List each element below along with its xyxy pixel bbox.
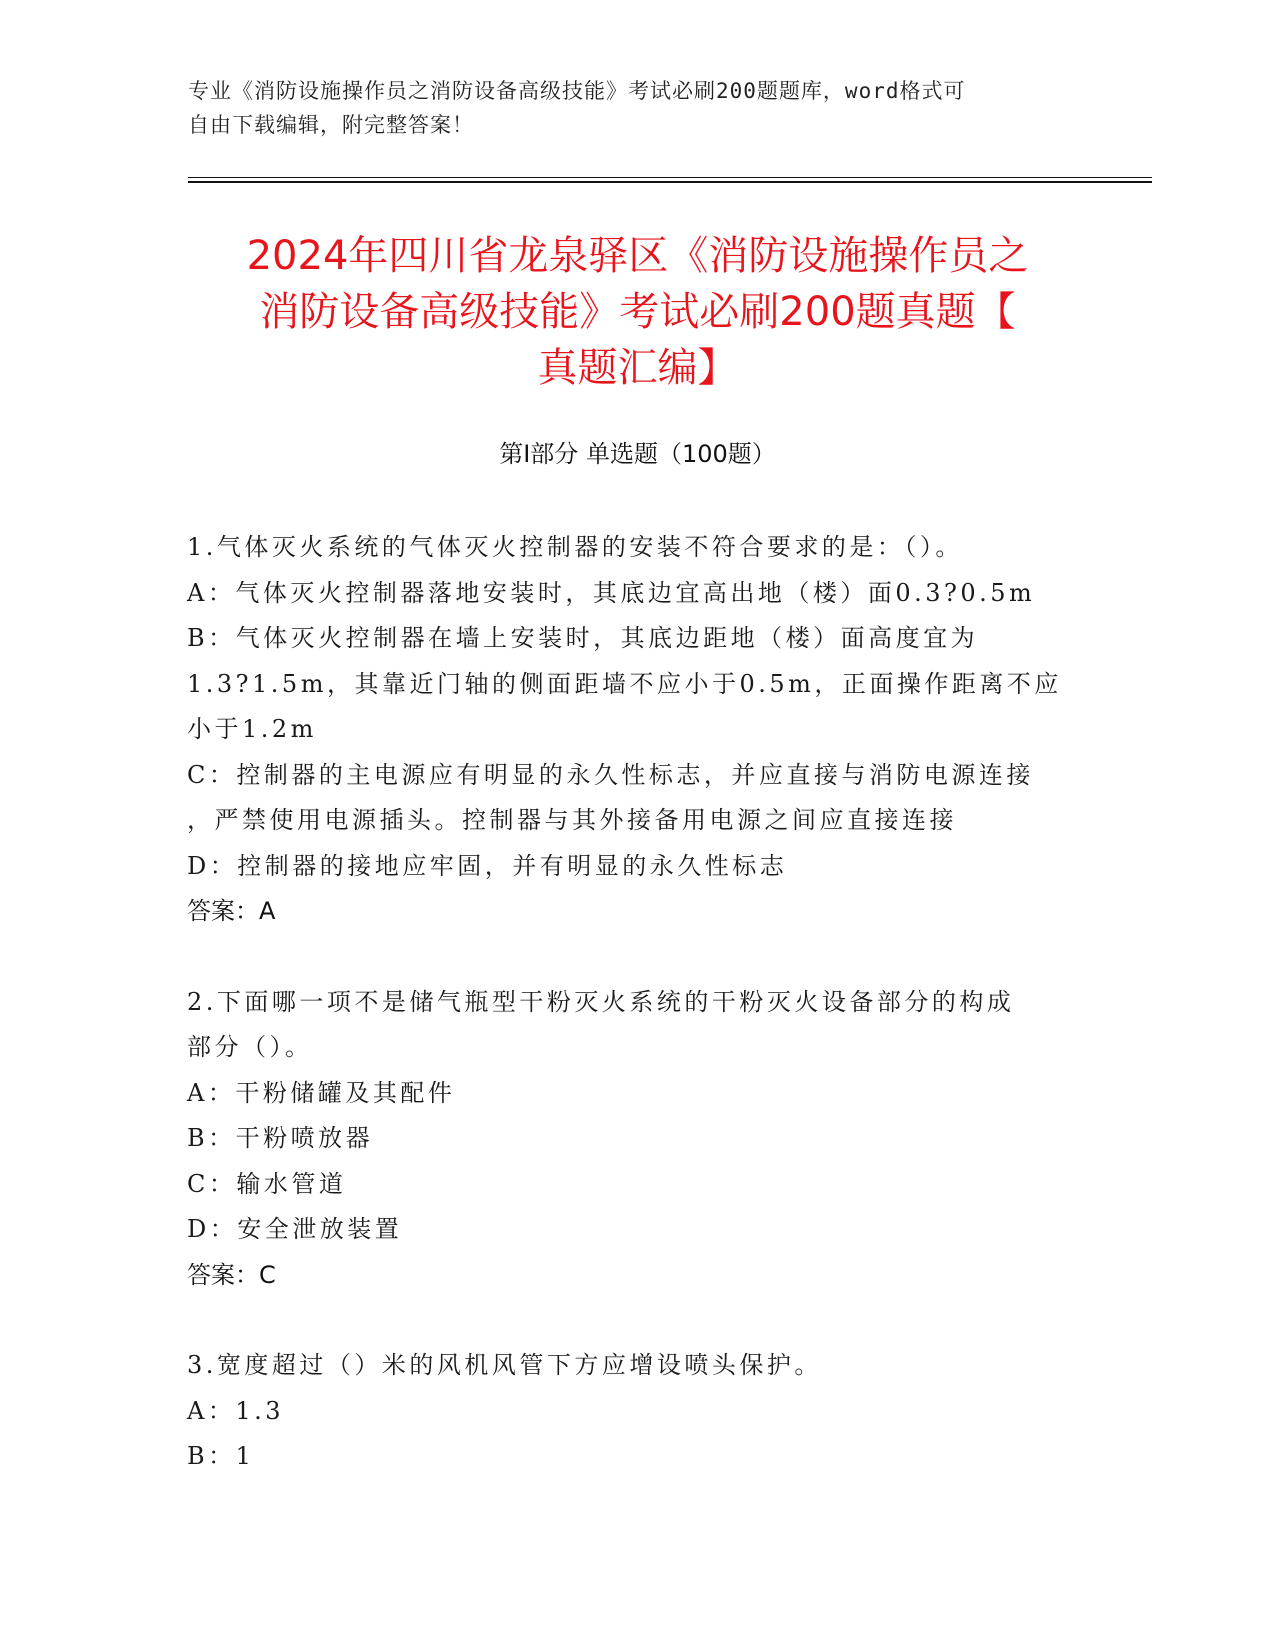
header-note [188, 74, 1068, 142]
question-3-option-a: A：1.3 [187, 1396, 284, 1425]
question-1-stem: 1.气体灭火系统的气体灭火控制器的安装不符合要求的是：（）。 [187, 533, 963, 561]
title-line-2: 消防设备高级技能》考试必刷200题真题【 [259, 289, 1016, 335]
question-1-option-c: C：控制器的主电源应有明显的永久性标志，并应直接与消防电源连接 [187, 760, 1034, 789]
question-1-option-a: A：气体灭火控制器落地安装时，其底边宜高出地（楼）面0.3?0.5m [187, 578, 1036, 607]
question-1-option-b-cont: 1.3?1.5m，其靠近门轴的侧面距墙不应小于0.5m，正面操作距离不应 [187, 669, 1062, 698]
question-1-option-c-cont: ，严禁使用电源插头。控制器与其外接备用电源之间应直接连接 [187, 806, 957, 834]
question-gap [187, 1298, 1087, 1343]
question-1-option-b-cont-2: 小于1.2m [187, 715, 317, 743]
header-divider-thick [188, 181, 1152, 183]
question-2-option-d: D：安全泄放装置 [187, 1215, 403, 1243]
header-note-line-2: 自由下载编辑，附完整答案！ [188, 113, 474, 137]
question-2-option-c: C：输水管道 [187, 1169, 347, 1198]
question-2-answer: 答案：C [187, 1260, 276, 1289]
section-heading: 第Ⅰ部分 单选题（100题） [499, 440, 776, 468]
question-2-option-b: B：干粉喷放器 [187, 1124, 374, 1152]
question-2-stem: 2.下面哪一项不是储气瓶型干粉灭火系统的干粉灭火设备部分的构成 [187, 987, 1015, 1016]
question-2-option-a: A：干粉储罐及其配件 [187, 1078, 456, 1107]
header-note-line-1: 专业《消防设施操作员之消防设备高级技能》考试必刷200题题库，word格式可 [188, 79, 966, 103]
question-2-stem-cont: 部分（）。 [187, 1033, 313, 1061]
question-gap [187, 935, 1087, 980]
question-3-option-b: B：1 [187, 1442, 255, 1470]
question-list [187, 525, 1087, 1480]
question-1 [187, 525, 1087, 935]
document-title [160, 228, 1115, 396]
header-divider-thin [188, 177, 1152, 178]
question-1-answer: 答案：A [187, 897, 276, 925]
question-3 [187, 1343, 1087, 1480]
title-line-1: 2024年四川省龙泉驿区《消防设施操作员之 [246, 233, 1029, 279]
question-1-option-d: D：控制器的接地应牢固，并有明显的永久性标志 [187, 851, 788, 880]
question-2 [187, 980, 1087, 1299]
question-3-stem: 3.宽度超过（）米的风机风管下方应增设喷头保护。 [187, 1351, 822, 1379]
title-line-3: 真题汇编】 [537, 345, 738, 391]
question-1-option-b: B：气体灭火控制器在墙上安装时，其底边距地（楼）面高度宜为 [187, 624, 979, 652]
